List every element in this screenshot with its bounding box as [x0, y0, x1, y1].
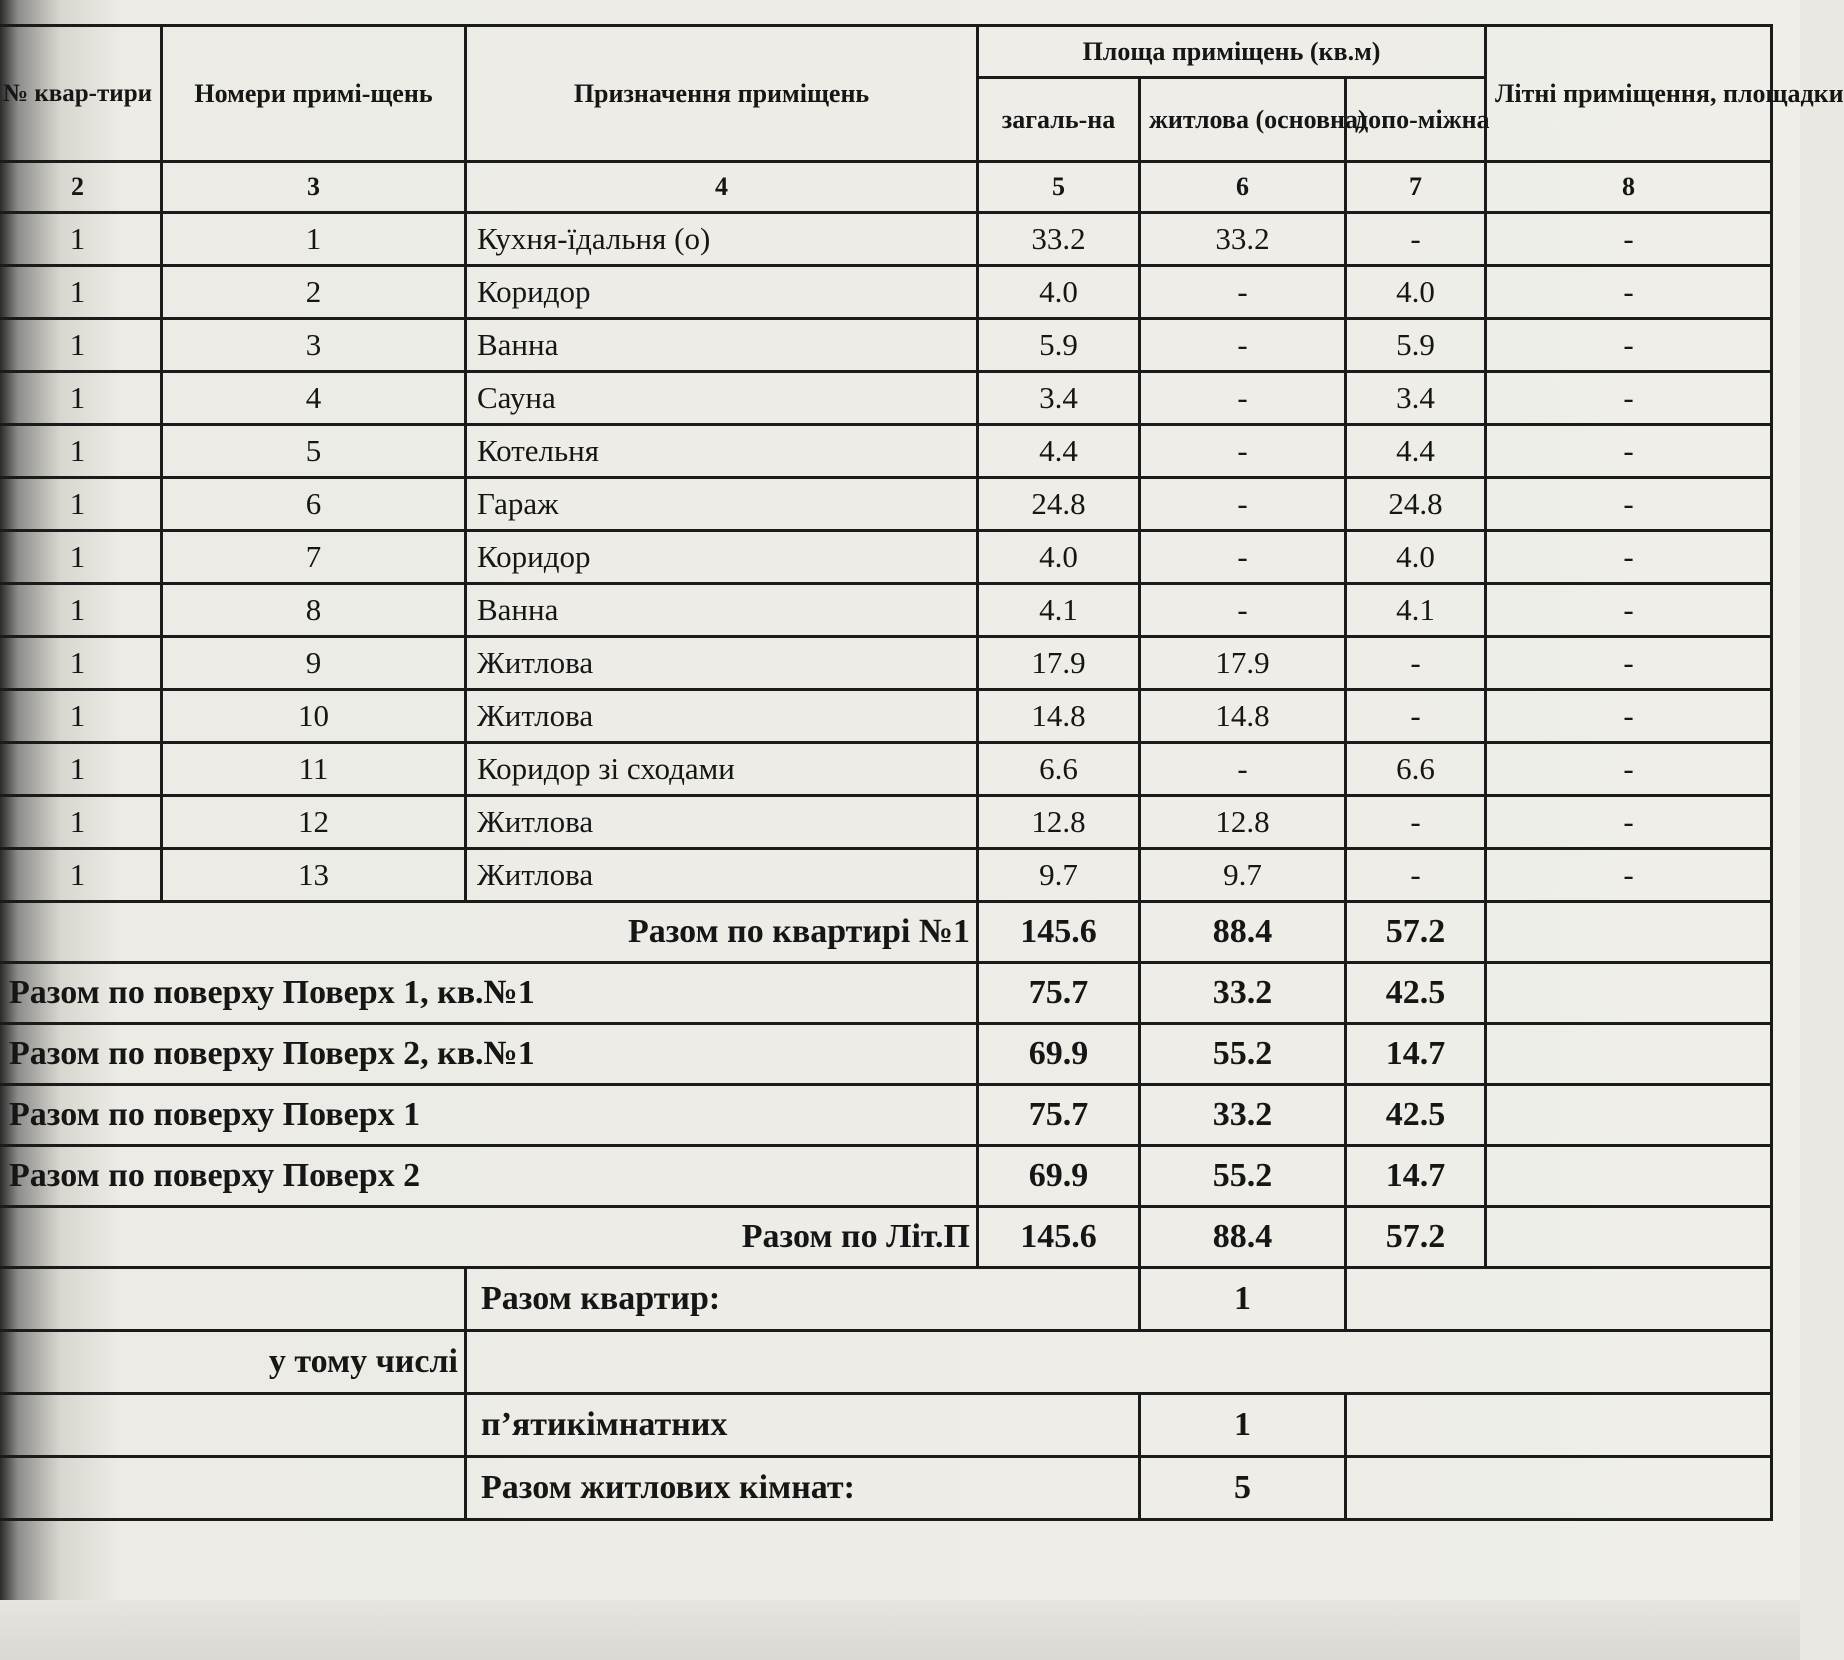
living-area-cell: - [1140, 425, 1346, 478]
aux-area-sum: 57.2 [1346, 1207, 1486, 1268]
apartment-cell: 1 [0, 743, 162, 796]
living-area-cell: 14.8 [1140, 690, 1346, 743]
total-label: Разом по поверху Поверх 1, кв.№1 [0, 963, 978, 1024]
summary-blank [1346, 1457, 1772, 1520]
summer-area-cell: - [1486, 266, 1772, 319]
room-name-cell: Гараж [466, 478, 978, 531]
room-name-cell: Ванна [466, 584, 978, 637]
living-area-sum: 33.2 [1140, 1085, 1346, 1146]
aux-area-cell: 6.6 [1346, 743, 1486, 796]
total-area-cell: 24.8 [978, 478, 1140, 531]
room-name-cell: Житлова [466, 849, 978, 902]
room-number-cell: 1 [162, 213, 466, 266]
total-area-cell: 4.4 [978, 425, 1140, 478]
header-room-numbers: Номери примі-щень [162, 26, 466, 162]
total-area-cell: 14.8 [978, 690, 1140, 743]
living-area-sum: 55.2 [1140, 1024, 1346, 1085]
summary-blank [0, 1394, 466, 1457]
total-row-building [0, 1207, 1772, 1268]
summer-area-sum [1486, 1207, 1772, 1268]
total-area-sum: 145.6 [978, 1207, 1140, 1268]
room-name-cell: Котельня [466, 425, 978, 478]
column-numbers-row [0, 162, 1772, 213]
header-summer-rooms: Літні приміщення, площадки [1486, 26, 1772, 162]
summary-including-row [0, 1331, 1772, 1394]
total-label: Разом по Літ.П [0, 1207, 978, 1268]
apartment-cell: 1 [0, 531, 162, 584]
total-area-cell: 4.0 [978, 266, 1140, 319]
aux-area-sum: 42.5 [1346, 1085, 1486, 1146]
table-row [0, 637, 1772, 690]
apartment-cell: 1 [0, 478, 162, 531]
living-area-cell: 9.7 [1140, 849, 1346, 902]
summer-area-cell: - [1486, 637, 1772, 690]
aux-area-sum: 14.7 [1346, 1146, 1486, 1207]
summer-area-sum [1486, 902, 1772, 963]
aux-area-cell: - [1346, 213, 1486, 266]
summer-area-sum [1486, 1085, 1772, 1146]
apartment-cell: 1 [0, 266, 162, 319]
room-number-cell: 12 [162, 796, 466, 849]
room-name-cell: Житлова [466, 690, 978, 743]
header-total-area: загаль-на [978, 78, 1140, 162]
summary-blank [1346, 1394, 1772, 1457]
living-area-cell: - [1140, 531, 1346, 584]
table-row [0, 849, 1772, 902]
living-rooms-value: 5 [1140, 1457, 1346, 1520]
aux-area-cell: - [1346, 637, 1486, 690]
living-area-cell: 33.2 [1140, 213, 1346, 266]
header-purpose: Призначення приміщень [466, 26, 978, 162]
room-number-cell: 6 [162, 478, 466, 531]
living-area-cell: 17.9 [1140, 637, 1346, 690]
total-row-apartment [0, 902, 1772, 963]
apartment-cell: 1 [0, 637, 162, 690]
room-name-cell: Коридор [466, 266, 978, 319]
living-area-cell: - [1140, 584, 1346, 637]
summary-living-rooms-row [0, 1457, 1772, 1520]
apartment-cell: 1 [0, 796, 162, 849]
total-label: Разом по квартирі №1 [0, 902, 978, 963]
table-row [0, 478, 1772, 531]
total-area-cell: 4.1 [978, 584, 1140, 637]
total-area-sum: 69.9 [978, 1146, 1140, 1207]
summer-area-cell: - [1486, 796, 1772, 849]
table-row [0, 213, 1772, 266]
five-room-label: п’ятикімнатних [466, 1394, 1140, 1457]
room-number-cell: 5 [162, 425, 466, 478]
room-number-cell: 3 [162, 319, 466, 372]
summer-area-sum [1486, 1024, 1772, 1085]
room-name-cell: Кухня-їдальня (о) [466, 213, 978, 266]
table-row [0, 796, 1772, 849]
summer-area-cell: - [1486, 743, 1772, 796]
room-number-cell: 9 [162, 637, 466, 690]
apartment-cell: 1 [0, 213, 162, 266]
apartments-count-value: 1 [1140, 1268, 1346, 1331]
room-name-cell: Ванна [466, 319, 978, 372]
total-row-floor2-apt [0, 1024, 1772, 1085]
aux-area-cell: - [1346, 796, 1486, 849]
summer-area-cell: - [1486, 531, 1772, 584]
table-row [0, 372, 1772, 425]
summer-area-cell: - [1486, 849, 1772, 902]
room-number-cell: 10 [162, 690, 466, 743]
total-row-floor1 [0, 1085, 1772, 1146]
room-name-cell: Житлова [466, 796, 978, 849]
room-number-cell: 11 [162, 743, 466, 796]
total-area-cell: 6.6 [978, 743, 1140, 796]
column-number: 6 [1140, 162, 1346, 213]
summer-area-cell: - [1486, 478, 1772, 531]
five-room-value: 1 [1140, 1394, 1346, 1457]
aux-area-cell: 4.0 [1346, 266, 1486, 319]
header-row-1 [0, 26, 1772, 78]
summary-blank [466, 1331, 1772, 1394]
living-area-cell: - [1140, 478, 1346, 531]
room-number-cell: 7 [162, 531, 466, 584]
apartment-cell: 1 [0, 690, 162, 743]
column-number: 5 [978, 162, 1140, 213]
column-number: 7 [1346, 162, 1486, 213]
summer-area-cell: - [1486, 372, 1772, 425]
aux-area-cell: - [1346, 849, 1486, 902]
total-label: Разом по поверху Поверх 2, кв.№1 [0, 1024, 978, 1085]
total-area-sum: 75.7 [978, 1085, 1140, 1146]
apartment-cell: 1 [0, 425, 162, 478]
living-rooms-label: Разом житлових кімнат: [466, 1457, 1140, 1520]
apartment-cell: 1 [0, 372, 162, 425]
summer-area-cell: - [1486, 319, 1772, 372]
aux-area-cell: 5.9 [1346, 319, 1486, 372]
summer-area-cell: - [1486, 425, 1772, 478]
aux-area-sum: 42.5 [1346, 963, 1486, 1024]
room-number-cell: 13 [162, 849, 466, 902]
living-area-sum: 33.2 [1140, 963, 1346, 1024]
room-number-cell: 2 [162, 266, 466, 319]
including-label: у тому числі [0, 1331, 466, 1394]
total-area-cell: 17.9 [978, 637, 1140, 690]
page-bottom-edge [0, 1600, 1800, 1660]
table-row [0, 743, 1772, 796]
total-label: Разом по поверху Поверх 2 [0, 1146, 978, 1207]
total-label: Разом по поверху Поверх 1 [0, 1085, 978, 1146]
summary-blank [0, 1457, 466, 1520]
summer-area-cell: - [1486, 690, 1772, 743]
apartment-cell: 1 [0, 849, 162, 902]
table-row [0, 319, 1772, 372]
living-area-cell: - [1140, 266, 1346, 319]
table-row [0, 584, 1772, 637]
summary-blank [0, 1268, 466, 1331]
total-area-cell: 3.4 [978, 372, 1140, 425]
summer-area-cell: - [1486, 584, 1772, 637]
summary-blank [1346, 1268, 1772, 1331]
apartments-count-label: Разом квартир: [466, 1268, 1140, 1331]
living-area-cell: - [1140, 372, 1346, 425]
header-apartment: № квар-тири [0, 26, 162, 162]
aux-area-sum: 14.7 [1346, 1024, 1486, 1085]
room-number-cell: 4 [162, 372, 466, 425]
header-auxiliary-area: допо-міжна [1346, 78, 1486, 162]
total-area-sum: 75.7 [978, 963, 1140, 1024]
apartment-cell: 1 [0, 584, 162, 637]
header-area-group: Площа приміщень (кв.м) [978, 26, 1486, 78]
table-row [0, 266, 1772, 319]
total-area-cell: 12.8 [978, 796, 1140, 849]
summary-five-room-row [0, 1394, 1772, 1457]
room-number-cell: 8 [162, 584, 466, 637]
total-area-cell: 9.7 [978, 849, 1140, 902]
total-area-sum: 145.6 [978, 902, 1140, 963]
rooms-area-table [0, 24, 1844, 1521]
total-row-floor1-apt [0, 963, 1772, 1024]
total-row-floor2 [0, 1146, 1772, 1207]
living-area-sum: 55.2 [1140, 1146, 1346, 1207]
table-row [0, 531, 1772, 584]
aux-area-cell: 3.4 [1346, 372, 1486, 425]
aux-area-cell: 4.4 [1346, 425, 1486, 478]
room-name-cell: Коридор [466, 531, 978, 584]
total-area-cell: 4.0 [978, 531, 1140, 584]
table-row [0, 425, 1772, 478]
living-area-cell: - [1140, 743, 1346, 796]
aux-area-cell: 4.1 [1346, 584, 1486, 637]
living-area-sum: 88.4 [1140, 902, 1346, 963]
column-number: 2 [0, 162, 162, 213]
table-row [0, 690, 1772, 743]
summer-area-sum [1486, 1146, 1772, 1207]
aux-area-cell: 4.0 [1346, 531, 1486, 584]
room-name-cell: Житлова [466, 637, 978, 690]
aux-area-sum: 57.2 [1346, 902, 1486, 963]
aux-area-cell: - [1346, 690, 1486, 743]
total-area-cell: 5.9 [978, 319, 1140, 372]
room-name-cell: Сауна [466, 372, 978, 425]
summary-apartments-row [0, 1268, 1772, 1331]
summer-area-cell: - [1486, 213, 1772, 266]
room-name-cell: Коридор зі сходами [466, 743, 978, 796]
header-living-area: житлова (основна) [1140, 78, 1346, 162]
column-number: 4 [466, 162, 978, 213]
total-area-sum: 69.9 [978, 1024, 1140, 1085]
total-area-cell: 33.2 [978, 213, 1140, 266]
aux-area-cell: 24.8 [1346, 478, 1486, 531]
living-area-cell: 12.8 [1140, 796, 1346, 849]
column-number: 8 [1486, 162, 1772, 213]
living-area-cell: - [1140, 319, 1346, 372]
column-number: 3 [162, 162, 466, 213]
summer-area-sum [1486, 963, 1772, 1024]
apartment-cell: 1 [0, 319, 162, 372]
living-area-sum: 88.4 [1140, 1207, 1346, 1268]
